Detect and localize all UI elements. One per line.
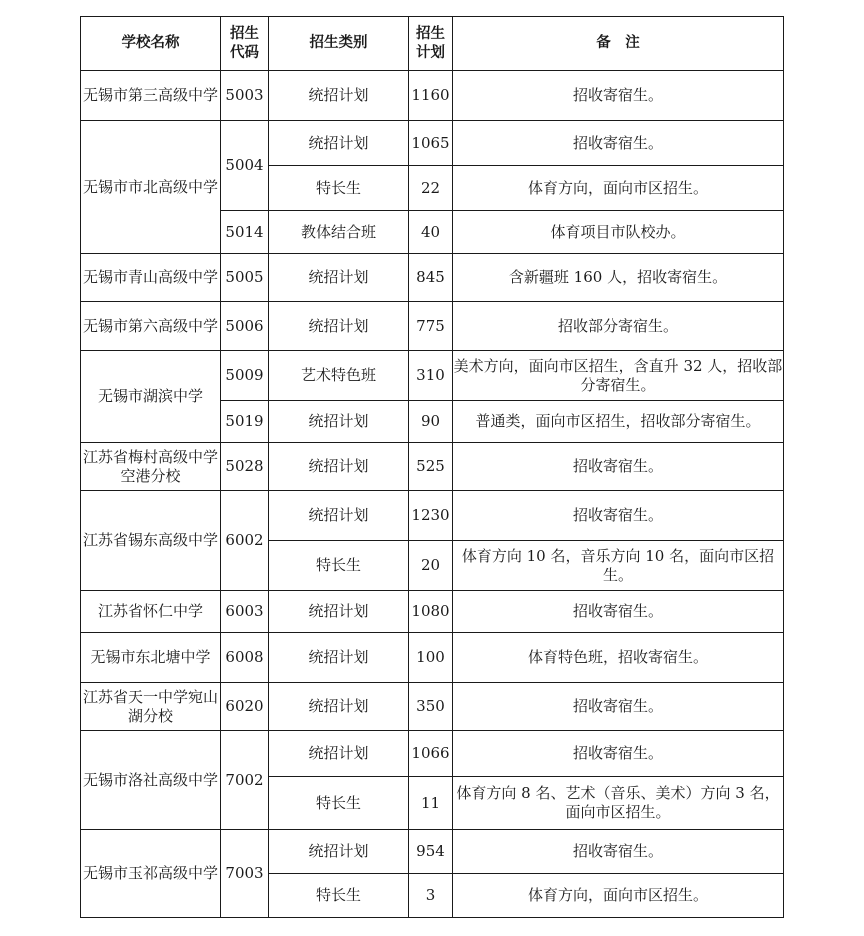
note: 招收寄宿生。 [453,830,784,874]
enrollment-code: 5009 [221,351,269,401]
enrollment-category: 统招计划 [269,121,409,166]
school-name: 无锡市玉祁高级中学 [81,830,221,918]
school-name: 无锡市湖滨中学 [81,351,221,443]
table-row [81,491,784,541]
header-plan-line1: 招生 [416,25,445,42]
enrollment-code: 5014 [221,211,269,254]
enrollment-plan: 40 [409,211,453,254]
school-name: 无锡市第六高级中学 [81,302,221,351]
school-name: 无锡市洛社高级中学 [81,731,221,830]
note: 体育方向 10 名，音乐方向 10 名，面向市区招生。 [453,541,784,591]
school-name: 江苏省天一中学宛山湖分校 [81,683,221,731]
enrollment-category: 统招计划 [269,302,409,351]
note: 招收寄宿生。 [453,683,784,731]
header-note: 备 注 [453,17,784,71]
note: 体育项目市队校办。 [453,211,784,254]
enrollment-category: 统招计划 [269,491,409,541]
enrollment-code: 5004 [221,121,269,211]
note: 体育方向，面向市区招生。 [453,874,784,918]
enrollment-code: 5028 [221,443,269,491]
note: 招收寄宿生。 [453,591,784,633]
enrollment-plan: 954 [409,830,453,874]
note: 体育方向 8 名、艺术（音乐、美术）方向 3 名，面向市区招生。 [453,777,784,830]
enrollment-plan: 350 [409,683,453,731]
header-code-line1: 招生 [230,25,259,42]
enrollment-plan: 1065 [409,121,453,166]
enrollment-category: 统招计划 [269,401,409,443]
table-row [81,731,784,777]
enrollment-plan: 1160 [409,71,453,121]
enrollment-category: 统招计划 [269,254,409,302]
enrollment-code: 6008 [221,633,269,683]
school-name: 江苏省怀仁中学 [81,591,221,633]
table-row [81,443,784,491]
enrollment-category: 特长生 [269,541,409,591]
enrollment-category: 统招计划 [269,683,409,731]
note: 招收部分寄宿生。 [453,302,784,351]
table-row [81,71,784,121]
enrollment-category: 统招计划 [269,443,409,491]
table-row [81,302,784,351]
enrollment-code: 6020 [221,683,269,731]
note: 招收寄宿生。 [453,443,784,491]
note: 体育方向，面向市区招生。 [453,166,784,211]
enrollment-code: 6002 [221,491,269,591]
admissions-table [80,16,784,918]
enrollment-category: 统招计划 [269,731,409,777]
header-school: 学校名称 [81,17,221,71]
enrollment-plan: 1230 [409,491,453,541]
school-name: 无锡市第三高级中学 [81,71,221,121]
enrollment-category: 统招计划 [269,830,409,874]
note: 美术方向，面向市区招生，含直升 32 人，招收部分寄宿生。 [453,351,784,401]
enrollment-plan: 11 [409,777,453,830]
note: 体育特色班，招收寄宿生。 [453,633,784,683]
school-name: 无锡市东北塘中学 [81,633,221,683]
enrollment-category: 特长生 [269,166,409,211]
enrollment-plan: 310 [409,351,453,401]
header-plan [409,17,453,71]
note: 含新疆班 160 人，招收寄宿生。 [453,254,784,302]
header-category: 招生类别 [269,17,409,71]
table-row [81,633,784,683]
enrollment-code: 7003 [221,830,269,918]
note: 招收寄宿生。 [453,121,784,166]
school-name: 江苏省梅村高级中学空港分校 [81,443,221,491]
school-name: 无锡市青山高级中学 [81,254,221,302]
enrollment-code: 7002 [221,731,269,830]
school-name: 江苏省锡东高级中学 [81,491,221,591]
table-row [81,683,784,731]
header-row [81,17,784,71]
table-row [81,351,784,401]
enrollment-plan: 100 [409,633,453,683]
enrollment-plan: 1066 [409,731,453,777]
header-code [221,17,269,71]
header-code-line2: 代码 [230,44,259,61]
table-row [81,591,784,633]
note: 招收寄宿生。 [453,491,784,541]
enrollment-plan: 90 [409,401,453,443]
enrollment-category: 特长生 [269,874,409,918]
enrollment-plan: 845 [409,254,453,302]
school-name: 无锡市市北高级中学 [81,121,221,254]
note: 招收寄宿生。 [453,731,784,777]
enrollment-code: 6003 [221,591,269,633]
note: 普通类，面向市区招生，招收部分寄宿生。 [453,401,784,443]
table-row [81,830,784,874]
enrollment-category: 艺术特色班 [269,351,409,401]
header-plan-line2: 计划 [416,44,445,61]
enrollment-category: 特长生 [269,777,409,830]
enrollment-plan: 20 [409,541,453,591]
enrollment-plan: 22 [409,166,453,211]
table-row [81,121,784,166]
enrollment-category: 统招计划 [269,591,409,633]
enrollment-plan: 1080 [409,591,453,633]
enrollment-plan: 525 [409,443,453,491]
enrollment-category: 教体结合班 [269,211,409,254]
enrollment-category: 统招计划 [269,633,409,683]
enrollment-plan: 775 [409,302,453,351]
enrollment-code: 5005 [221,254,269,302]
table-row [81,254,784,302]
enrollment-category: 统招计划 [269,71,409,121]
enrollment-code: 5019 [221,401,269,443]
enrollment-code: 5003 [221,71,269,121]
note: 招收寄宿生。 [453,71,784,121]
enrollment-code: 5006 [221,302,269,351]
enrollment-plan: 3 [409,874,453,918]
